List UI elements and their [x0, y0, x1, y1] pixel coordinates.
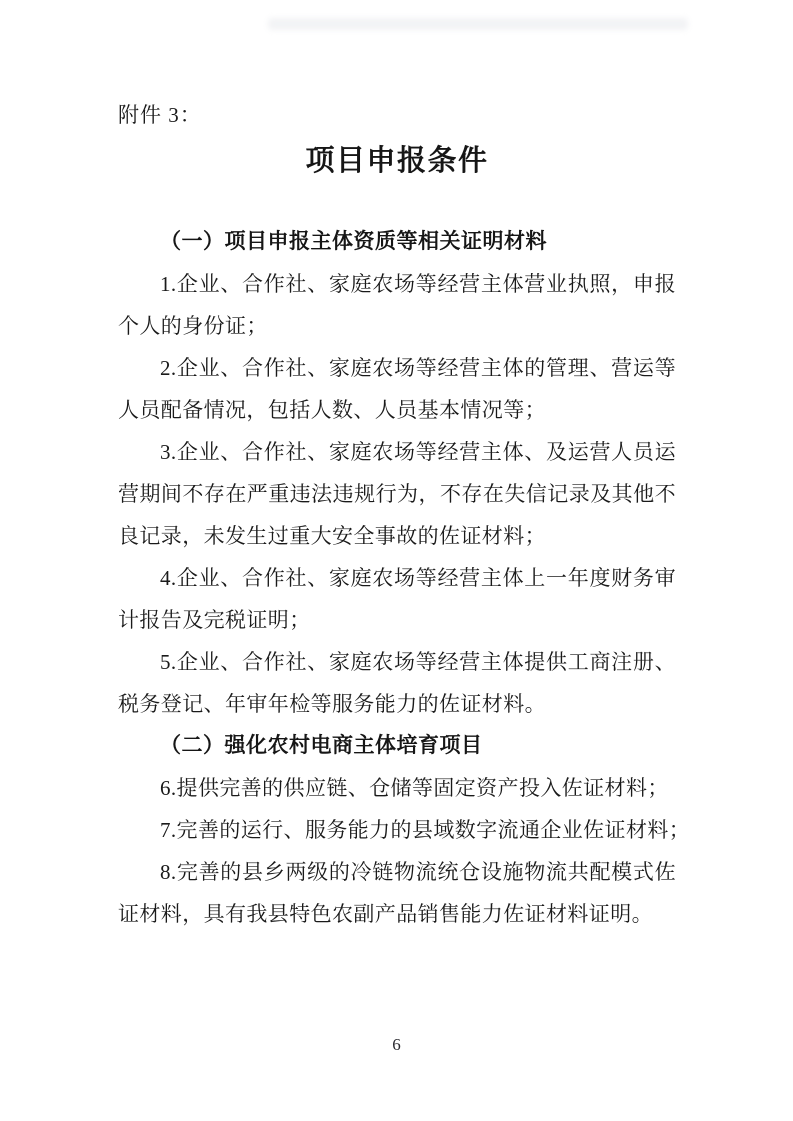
section-1-item-1: 1.企业、合作社、家庭农场等经营主体营业执照，申报个人的身份证； [118, 272, 676, 338]
attachment-label: 附件 3： [118, 103, 202, 127]
section-1-item-4: 4.企业、合作社、家庭农场等经营主体上一年度财务审计报告及完税证明； [118, 566, 676, 632]
section-2-item-6: 6.提供完善的供应链、仓储等固定资产投入佐证材料； [160, 776, 669, 800]
document-title: 项目申报条件 [305, 145, 489, 177]
section-1-heading: （一）项目申报主体资质等相关证明材料 [160, 230, 547, 253]
section-1-item-2: 2.企业、合作社、家庭农场等经营主体的管理、营运等人员配备情况，包括人数、人员基本情况等； [118, 356, 676, 422]
document-body [118, 0, 691, 935]
section-2-item-8: 8.完善的县乡两级的冷链物流统仓设施物流共配模式佐证材料，具有我县特色农副产品销售能力佐证材料证明。 [118, 860, 676, 926]
section-1-item-5: 5.企业、合作社、家庭农场等经营主体提供工商注册、税务登记、年审年检等服务能力的佐证材料。 [118, 650, 676, 716]
page-number: 6 [392, 1035, 401, 1054]
section-2-item-7: 7.完善的运行、服务能力的县域数字流通企业佐证材料； [160, 818, 691, 842]
section-2-heading: （二）强化农村电商主体培育项目 [160, 734, 483, 757]
section-1-item-3: 3.企业、合作社、家庭农场等经营主体、及运营人员运营期间不存在严重违法违规行为，不存在失信记录及其他不良记录，未发生过重大安全事故的佐证材料； [118, 440, 676, 548]
